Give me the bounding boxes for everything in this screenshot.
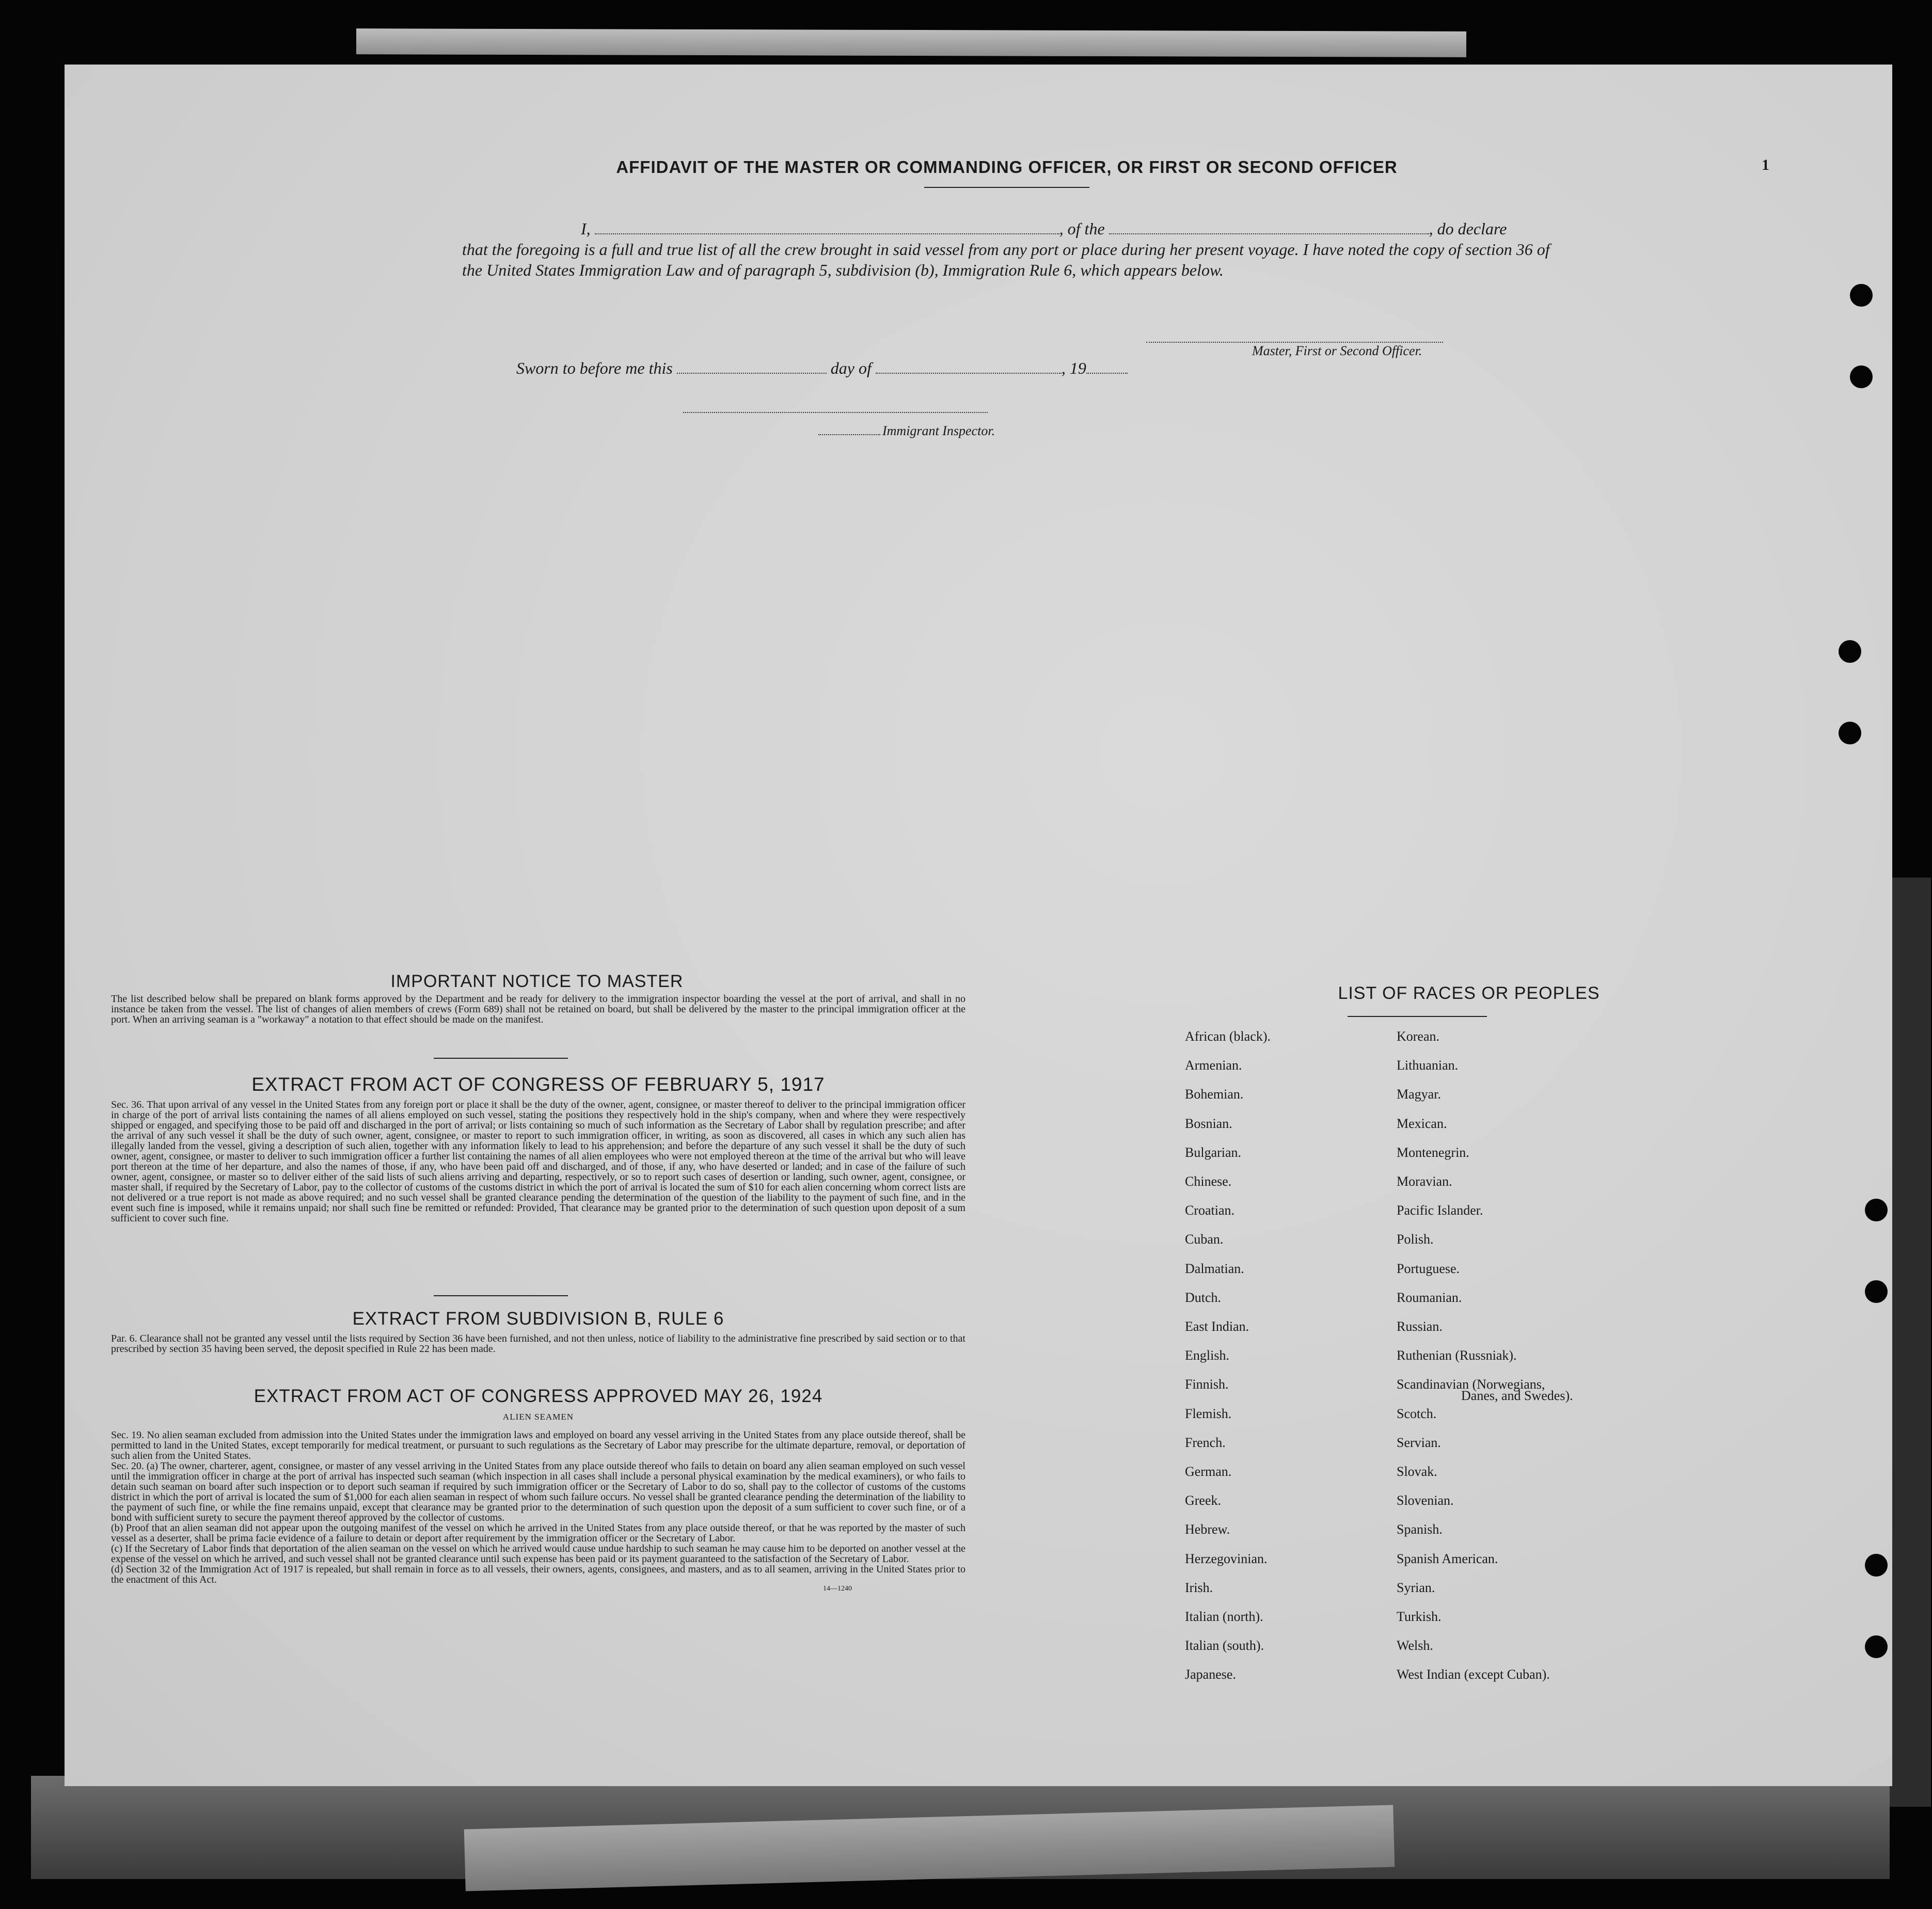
races-item: Magyar. bbox=[1397, 1087, 1441, 1102]
races-item: Mexican. bbox=[1397, 1116, 1447, 1131]
punch-hole bbox=[1865, 1199, 1888, 1221]
punch-hole bbox=[1865, 1554, 1888, 1577]
races-item: African (black). bbox=[1185, 1029, 1271, 1044]
extract-1917-title: EXTRACT FROM ACT OF CONGRESS OF FEBRUARY 5, 1917 bbox=[251, 1074, 825, 1095]
divider bbox=[434, 1058, 568, 1059]
sworn-line: Sworn to before me this day of , 19 bbox=[516, 359, 1128, 378]
races-item: Lithuanian. bbox=[1397, 1058, 1459, 1073]
title-divider bbox=[924, 187, 1089, 188]
sec-20c: (c) If the Secretary of Labor finds that deportation of the alien seaman on the vessel on which he arrived would cause undue hardship to such seaman he may cause him to be deported on another vessel at the expense of the vessel on which he arrived, and such vessel shall not be granted clearance until such expense has been paid or its payment guaranteed to the satisfaction of the Secretary of Labor. bbox=[111, 1543, 965, 1565]
extract-1924-body bbox=[111, 1430, 965, 1593]
races-item: Scotch. bbox=[1397, 1406, 1437, 1421]
races-item: Russian. bbox=[1397, 1319, 1443, 1334]
scan-edge-top bbox=[356, 28, 1466, 57]
races-item: East Indian. bbox=[1185, 1319, 1249, 1334]
races-item: English. bbox=[1185, 1348, 1229, 1363]
extract-rule6-title: EXTRACT FROM SUBDIVISION B, RULE 6 bbox=[352, 1309, 724, 1329]
sworn-year-blank[interactable] bbox=[1086, 373, 1128, 374]
punch-hole bbox=[1839, 722, 1861, 744]
races-item: Montenegrin. bbox=[1397, 1144, 1469, 1160]
races-item: Cuban. bbox=[1185, 1232, 1224, 1247]
races-item: Dalmatian. bbox=[1185, 1261, 1244, 1276]
races-item: Japanese. bbox=[1185, 1667, 1236, 1682]
master-signature-line bbox=[1146, 342, 1443, 343]
races-item: Pacific Islander. bbox=[1397, 1203, 1483, 1218]
name-blank[interactable] bbox=[595, 233, 1059, 234]
extract-1924-subtitle: ALIEN SEAMEN bbox=[502, 1412, 574, 1422]
inspector-line: Immigrant Inspector. bbox=[818, 423, 995, 439]
notice-body: The list described below shall be prepared on blank forms approved by the Department and be ready for delivery to the immigration inspector boarding the vessel at the port of arrival, and shall in no instance be taken from the vessel. The list of changes of alien members of crews (Form 689) shall not be retained on board, but shall be delivered by the master to the principal immigration officer at the port. When an arriving seaman is a "workaway" a notation to that effect should be made on the manifest. bbox=[111, 993, 965, 1025]
races-item: Croatian. bbox=[1185, 1203, 1235, 1218]
declarant-line: I, , of the , do declare bbox=[581, 219, 1507, 238]
races-item: Irish. bbox=[1185, 1580, 1213, 1595]
races-item: Ruthenian (Russniak). bbox=[1397, 1348, 1517, 1363]
punch-hole bbox=[1865, 1635, 1888, 1658]
races-item: West Indian (except Cuban). bbox=[1397, 1667, 1550, 1682]
races-title: LIST OF RACES OR PEOPLES bbox=[1338, 983, 1600, 1003]
extract-rule6-body: Par. 6. Clearance shall not be granted any vessel until the lists required by Section 36 have been furnished, and not then unless, notice of liability to the administrative fine prescribed by said section or to that prescribed by section 35 having been served, the deposit specified in Rule 22 has been made. bbox=[111, 1333, 965, 1355]
sec-20b: (b) Proof that an alien seaman did not appear upon the outgoing manifest of the vessel on which he arrived in the United States from any place outside thereof, or that he was reported by the master of such vessel as a deserter, shall be prima facie evidence of a failure to detain or deport after requirement by the immigration officer or the Secretary of Labor. bbox=[111, 1522, 965, 1544]
races-item: German. bbox=[1185, 1464, 1232, 1479]
races-item: Moravian. bbox=[1397, 1174, 1452, 1189]
races-item: Portuguese. bbox=[1397, 1261, 1460, 1276]
races-item: Scandinavian (Norwegians, bbox=[1397, 1377, 1545, 1392]
sec-20d: (d) Section 32 of the Immigration Act of 1917 is repealed, but shall remain in force as to all vessels, their owners, agents, consignees, and masters, and as to all seamen, arriving in the United States prior to the enactment of this Act. bbox=[111, 1564, 965, 1585]
races-item: Italian (north). bbox=[1185, 1609, 1263, 1624]
races-item: Servian. bbox=[1397, 1435, 1441, 1450]
races-item: Greek. bbox=[1185, 1493, 1222, 1508]
races-item: Bosnian. bbox=[1185, 1116, 1232, 1131]
races-divider bbox=[1348, 1016, 1487, 1017]
races-item: Chinese. bbox=[1185, 1174, 1232, 1189]
races-item: Armenian. bbox=[1185, 1058, 1242, 1073]
races-item: Finnish. bbox=[1185, 1377, 1229, 1392]
inspector-signature-line bbox=[683, 412, 988, 413]
sec-20a: Sec. 20. (a) The owner, charterer, agent, consignee, or master of any vessel arriving in the United States from any place outside thereof who fails to detain on board any alien seaman employed on such vessel until the immigration officer in charge at the port of arrival has inspected such seaman (which inspection in all cases shall include a personal physical examination by the medical examiners), or who fails to detain such seaman on board after such inspection or to deport such seaman if required by such immigration officer or the Secretary of Labor to do so, shall pay to the collector of customs of the customs district in which the port of arrival is located the sum of $1,000 for each alien seaman in respect of whom such failure occurs. No vessel shall be granted clearance pending the determination of the liability to the payment of such fine, or while the fine remains unpaid, except that clearance may be granted prior to the determination of such question upon the deposit of a sum sufficient to cover such fine, or of a bond with sufficient surety to secure the payment thereof approved by the collector of customs. bbox=[111, 1460, 965, 1523]
form-number: 14—1240 bbox=[823, 1585, 852, 1593]
races-item: Welsh. bbox=[1397, 1638, 1433, 1653]
races-item: Slovenian. bbox=[1397, 1493, 1454, 1508]
races-item: Herzegovinian. bbox=[1185, 1551, 1268, 1566]
races-item: Spanish American. bbox=[1397, 1551, 1498, 1566]
races-item: Turkish. bbox=[1397, 1609, 1442, 1624]
races-item: Italian (south). bbox=[1185, 1638, 1264, 1653]
races-item-continued: Danes, and Swedes). bbox=[1461, 1388, 1573, 1403]
vessel-blank[interactable] bbox=[1109, 233, 1429, 234]
form-sheet bbox=[65, 65, 1892, 1786]
sworn-month-blank[interactable] bbox=[876, 373, 1062, 374]
races-item: Slovak. bbox=[1397, 1464, 1437, 1479]
races-item: Syrian. bbox=[1397, 1580, 1435, 1595]
sworn-day-blank[interactable] bbox=[677, 373, 827, 374]
affidavit-title: AFFIDAVIT OF THE MASTER OR COMMANDING OFFICER, OR FIRST OR SECOND OFFICER bbox=[616, 157, 1398, 177]
notice-title: IMPORTANT NOTICE TO MASTER bbox=[390, 972, 684, 991]
punch-hole bbox=[1865, 1280, 1888, 1303]
races-item: Spanish. bbox=[1397, 1522, 1443, 1537]
races-item: Korean. bbox=[1397, 1029, 1440, 1044]
master-caption: Master, First or Second Officer. bbox=[1252, 343, 1422, 358]
page-mark: 1 bbox=[1762, 156, 1769, 173]
races-item: Bulgarian. bbox=[1185, 1144, 1242, 1160]
races-item: Polish. bbox=[1397, 1232, 1434, 1247]
punch-hole bbox=[1850, 365, 1873, 388]
extract-1917-body: Sec. 36. That upon arrival of any vessel in the United States from any foreign port or place it shall be the duty of the owner, agent, consignee, or master thereof to deliver to the principal immigration officer in charge of the port of arrival lists containing the names of all aliens employed on such vessel, stating the positions they respectively hold in the ship's company, when and where they were respectively shipped or engaged, and specifying those to be paid off and discharged in the port of arrival; or lists containing so much of such information as the Secretary of Labor shall by regulation prescribe; and after the arrival of any such vessel it shall be the duty of such owner, agent, consignee, or master to report to such immigration officer, in writing, as soon as discovered, all cases in which any such alien has illegally landed from the vessel, giving a description of such alien, together with any information likely to lead to his apprehension; and before the departure of any such vessel it shall be the duty of such owner, agent, consignee, or master to deliver to such immigration officer a further list containing the names of all alien employees who were not employed thereon at the time of the arrival but who will leave port thereon at the time of her departure, and also the names of those, if any, who have been paid off and discharged, and of those, if any, who have deserted or landed; and in case of the failure of such owner, agent, consignee, or master so to deliver either of the said lists of such aliens arriving and departing, respectively, or so to report such cases of desertion or landing, such owner, agent, consignee, or master shall, if required by the Secretary of Labor, pay to the collector of customs of the customs district in which the port of arrival is located the sum of $10 for each alien concerning whom correct lists are not delivered or a true report is not made as above required; and no such vessel shall be granted clearance pending the determination of the question of the liability to the payment of such fine, and in the event such fine is imposed, while it remains unpaid; nor shall such fine be remitted or refunded: Provided, That clearance may be granted prior to the determination of such question upon deposit of a sum sufficient to cover such fine. bbox=[111, 1099, 965, 1224]
punch-hole bbox=[1850, 284, 1873, 307]
declaration-body: that the foregoing is a full and true list of all the crew brought in said vessel from any port or place during her present voyage. I have noted the copy of section 36 of the United States Immigration Law and of paragraph 5, subdivision (b), Immigration Rule 6, which appears below. bbox=[462, 240, 1550, 279]
extract-1924-title: EXTRACT FROM ACT OF CONGRESS APPROVED MAY 26, 1924 bbox=[254, 1386, 823, 1406]
sec-19: Sec. 19. No alien seaman excluded from admission into the United States under the immigration laws and employed on board any vessel arriving in the United States from any place outside thereof, shall be permitted to land in the United States, except temporarily for medical treatment, or pursuant to such regulations as the Secretary of Labor may prescribe for the ultimate departure, removal, or deportation of such alien from the United States. bbox=[111, 1429, 965, 1461]
races-item: Flemish. bbox=[1185, 1406, 1232, 1421]
races-item: Bohemian. bbox=[1185, 1087, 1244, 1102]
races-item: French. bbox=[1185, 1435, 1226, 1450]
races-item: Roumanian. bbox=[1397, 1290, 1462, 1305]
races-item: Dutch. bbox=[1185, 1290, 1222, 1305]
divider bbox=[434, 1295, 568, 1296]
punch-hole bbox=[1839, 640, 1861, 663]
races-item: Hebrew. bbox=[1185, 1522, 1230, 1537]
affidavit-text bbox=[462, 218, 1557, 280]
